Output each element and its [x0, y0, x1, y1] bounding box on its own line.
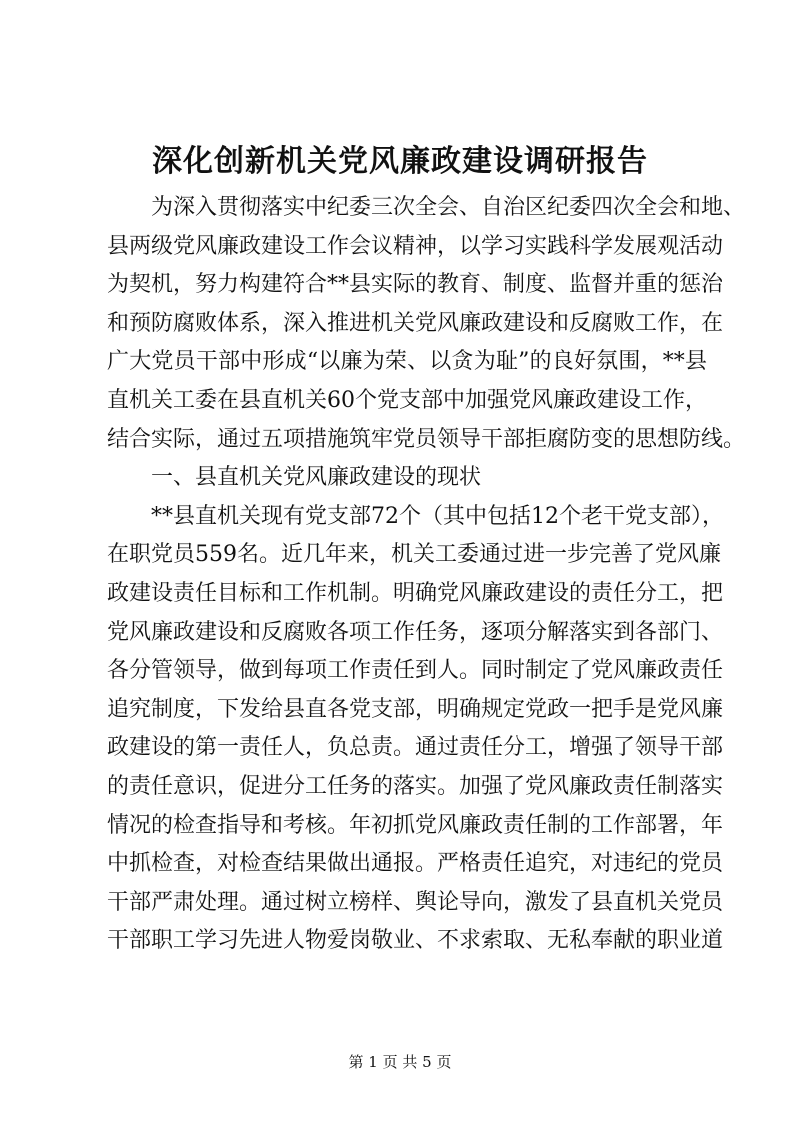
paragraph-2 — [107, 498, 724, 961]
text-line: 为契机，努力构建符合**县实际的教育、制度、监督并重的惩治 — [107, 272, 724, 298]
text-line: 情况的检查指导和考核。年初抓党风廉政责任制的工作部署，年 — [107, 812, 724, 838]
text-line: 和预防腐败体系，深入推进机关党风廉政建设和反腐败工作，在 — [107, 310, 724, 336]
text-line: 各分管领导，做到每项工作责任到人。同时制定了党风廉政责任 — [107, 658, 724, 684]
text-line: 政建设的第一责任人，负总责。通过责任分工，增强了领导干部 — [107, 735, 724, 761]
text-line: 直机关工委在县直机关60个党支部中加强党风廉政建设工作， — [107, 387, 707, 413]
text-line: 中抓检查，对检查结果做出通报。严格责任追究，对违纪的党员 — [107, 851, 724, 877]
text-line: 党风廉政建设和反腐败各项工作任务，逐项分解落实到各部门、 — [107, 619, 724, 645]
text-line: 的责任意识，促进分工任务的落实。加强了党风廉政责任制落实 — [107, 773, 724, 799]
text-line: 广大党员干部中形成“以廉为荣、以贪为耻”的良好氛围，**县 — [107, 349, 707, 375]
text-line: 在职党员559名。近几年来，机关工委通过进一步完善了党风廉 — [107, 542, 721, 568]
text-line: 县两级党风廉政建设工作会议精神，以学习实践科学发展观活动 — [107, 233, 724, 259]
text-line: 政建设责任目标和工作机制。明确党风廉政建设的责任分工，把 — [107, 580, 724, 606]
text-line: **县直机关现有党支部72个（其中包括12个老干党支部）， — [151, 503, 724, 529]
text-line: 追究制度，下发给县直各党支部，明确规定党政一把手是党风廉 — [107, 696, 724, 722]
section-heading: 一、县直机关党风廉政建设的现状 — [151, 465, 482, 491]
text-line: 结合实际，通过五项措施筑牢党员领导干部拒腐防变的思想防线。 — [107, 426, 746, 452]
page-number: 第 1 页 共 5 页 — [348, 1053, 452, 1071]
document-body — [107, 189, 746, 961]
document-title: 深化创新机关党风廉政建设调研报告 — [152, 144, 648, 179]
text-line: 干部严肃处理。通过树立榜样、舆论导向，激发了县直机关党员 — [107, 889, 724, 915]
paragraph-1 — [107, 189, 746, 459]
text-line: 干部职工学习先进人物爱岗敬业、不求索取、无私奉献的职业道 — [107, 928, 724, 954]
text-line: 为深入贯彻落实中纪委三次全会、自治区纪委四次全会和地、 — [151, 195, 746, 220]
